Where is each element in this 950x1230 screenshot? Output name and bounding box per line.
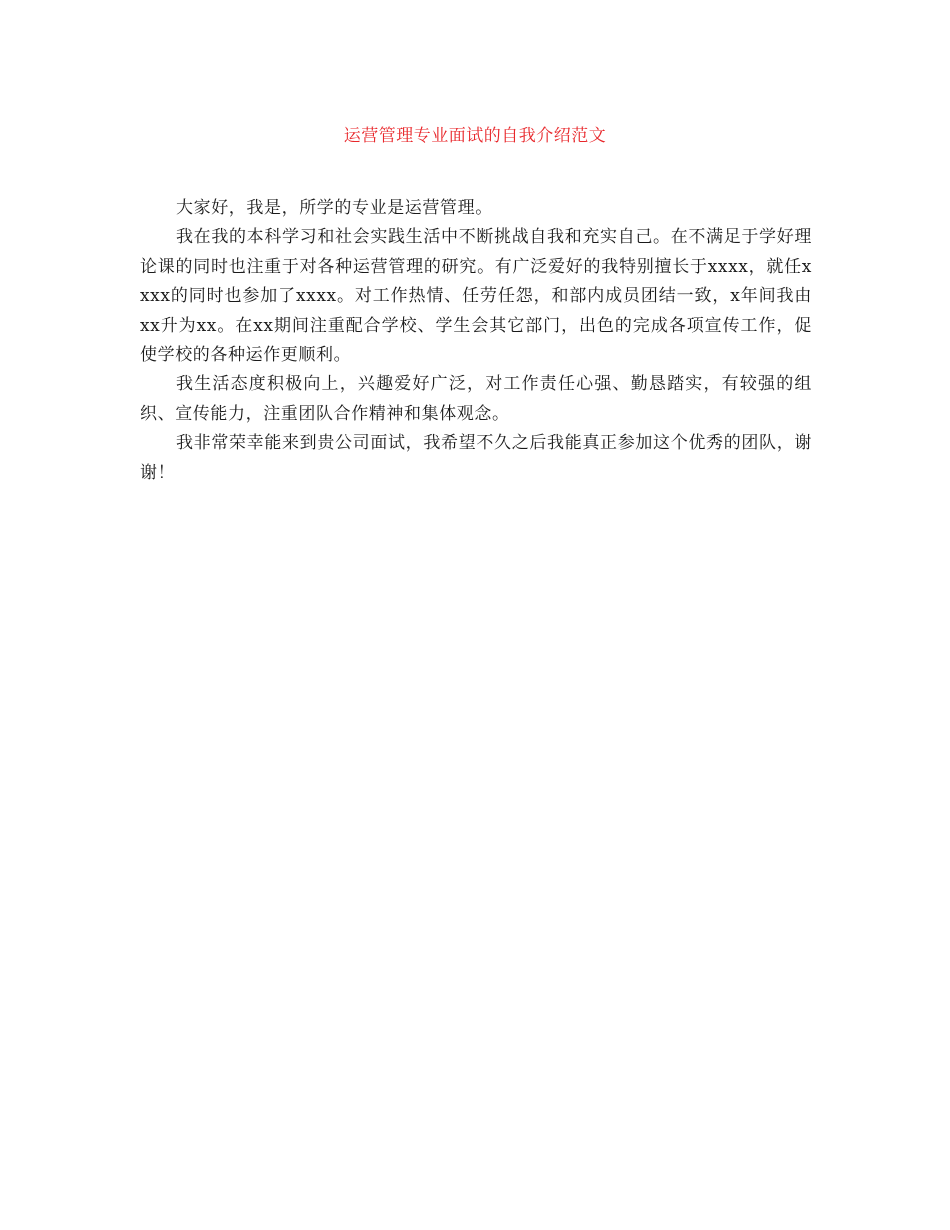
paragraph-greeting: 大家好，我是，所学的专业是运营管理。 xyxy=(176,198,493,218)
document-body xyxy=(140,194,812,488)
document-title: 运营管理专业面试的自我介绍范文 xyxy=(343,126,607,146)
paragraph-closing: 我非常荣幸能来到贵公司面试，我希望不久之后我能真正参加这个优秀的团队，谢谢！ xyxy=(140,433,812,483)
paragraph-experience: 我在我的本科学习和社会实践生活中不断挑战自我和充实自己。在不满足于学好理论课的同时也注重于对各种运营管理的研究。有广泛爱好的我特别擅长于xxxx，就任xxxx的同时也参加了xxxx。对工作热情、任劳任怨，和部内成员团结一致，x年间我由xx升为xx。在xx期间注重配合学校、学生会其它部门，出色的完成各项宣传工作，促使学校的各种运作更顺利。 xyxy=(140,227,812,366)
paragraph-attitude: 我生活态度积极向上，兴趣爱好广泛，对工作责任心强、勤恳踏实，有较强的组织、宣传能力，注重团队合作精神和集体观念。 xyxy=(140,374,812,424)
